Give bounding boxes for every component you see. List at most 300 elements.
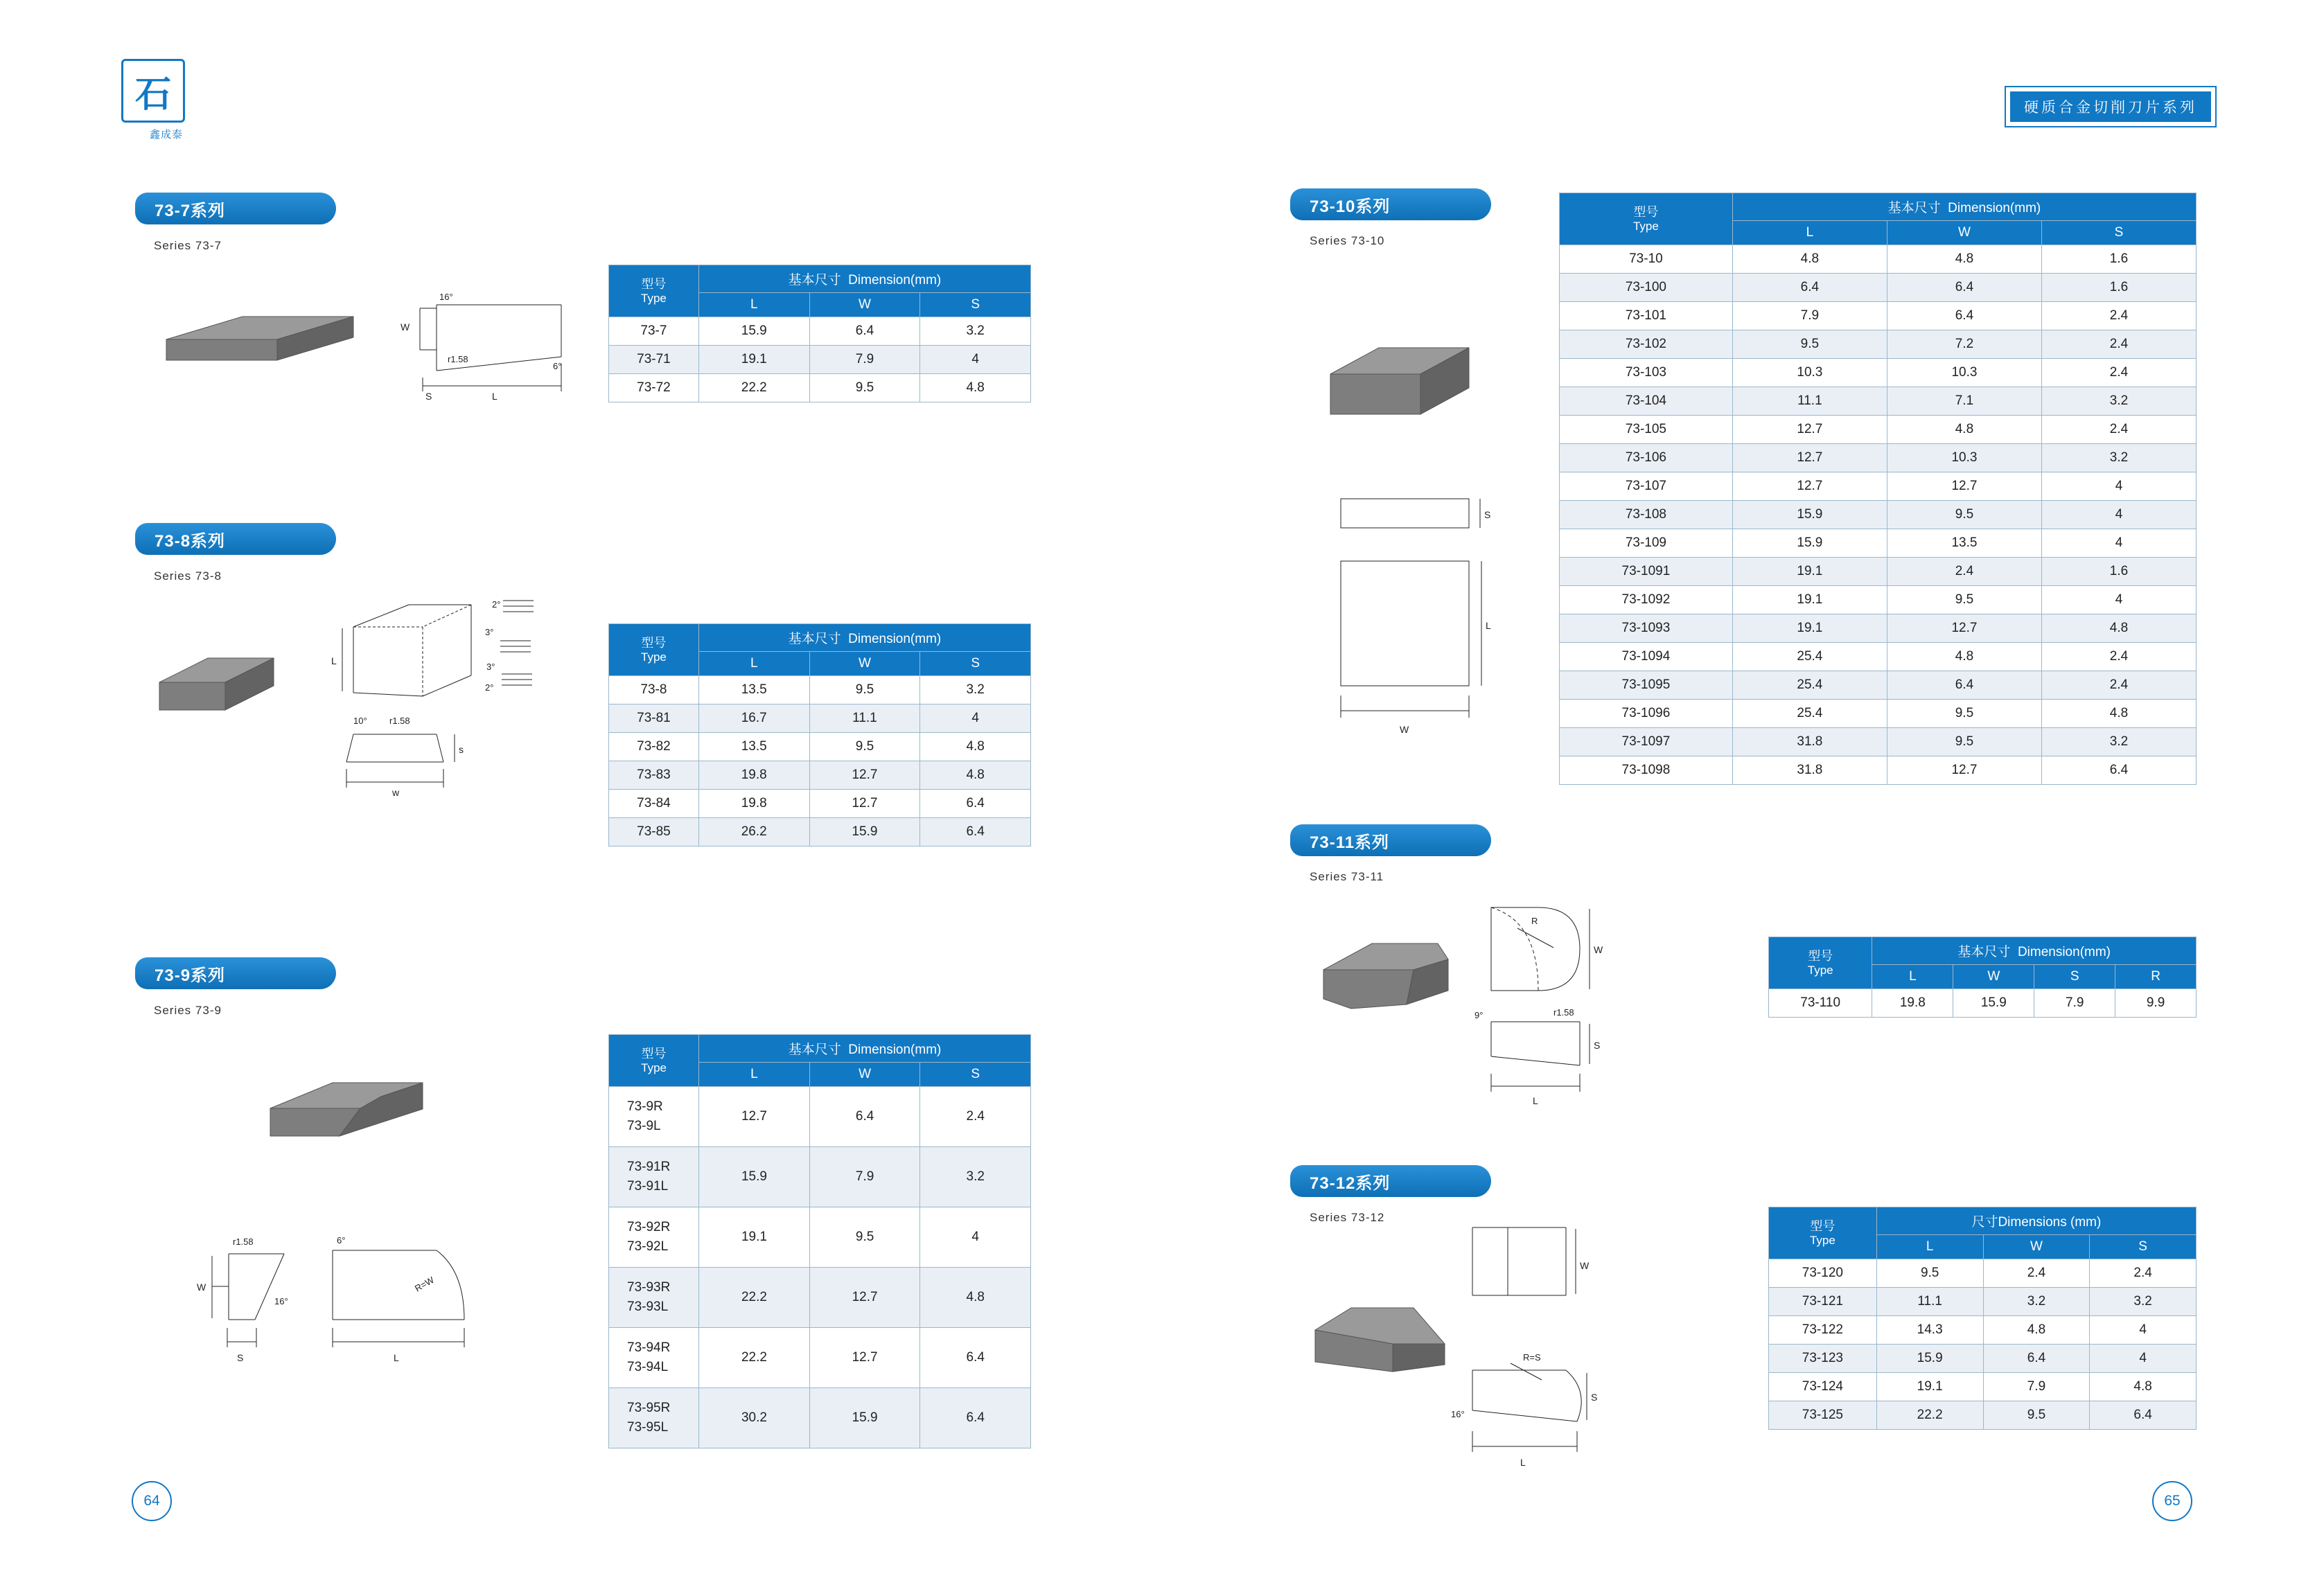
table-row [1560,671,2197,700]
cell-value: 4 [920,346,1031,374]
th-L-73-9: L [699,1063,810,1087]
cell-type: 73-8 [609,676,699,704]
cell-value: 4.8 [1887,416,2041,444]
cell-value: 13.5 [698,676,809,704]
cell-value: 6.4 [1887,302,2041,330]
th-S-73-8: S [920,652,1031,676]
svg-text:W: W [1580,1260,1590,1271]
section-sub-73-8: Series 73-8 [154,569,222,583]
cell-value: 6.4 [920,818,1031,846]
cell-value: 15.9 [1732,529,1887,558]
cell-type: 73-120 [1769,1259,1877,1288]
cell-value: 15.9 [699,1147,810,1207]
cell-type: 73-7 [609,317,699,346]
cell-value: 13.5 [1887,529,2041,558]
cell-value: 7.9 [1732,302,1887,330]
table-row [1560,359,2197,387]
table-row [609,761,1031,790]
svg-text:r1.58: r1.58 [448,354,468,364]
cell-value: 1.6 [2041,245,2196,274]
th-type-73-9: 型号 Type [609,1035,699,1087]
table-row [1560,529,2197,558]
cell-value: 3.2 [2041,387,2196,416]
table-row [1560,700,2197,728]
cell-type: 73-93R 73-93L [609,1268,699,1328]
cell-value: 19.1 [698,346,809,374]
svg-text:R=W: R=W [413,1274,436,1294]
cell-value: 3.2 [920,1147,1031,1207]
cell-type: 73-94R 73-94L [609,1328,699,1388]
cell-value: 10.3 [1887,444,2041,472]
svg-text:W: W [400,321,410,333]
th-W-73-10: W [1887,221,2041,245]
th-S-73-10: S [2041,221,2196,245]
svg-text:R: R [1531,916,1538,926]
svg-text:S: S [237,1352,244,1363]
table-row [609,790,1031,818]
cell-value: 4 [2041,501,2196,529]
cell-value: 4 [2041,472,2196,501]
cell-value: 9.5 [809,733,920,761]
cell-value: 22.2 [698,374,809,402]
cell-value: 12.7 [1887,756,2041,785]
cell-value: 2.4 [2041,643,2196,671]
cell-value: 30.2 [699,1388,810,1448]
table-73-8 [608,623,1031,846]
table-row [609,1147,1031,1207]
cell-value: 9.9 [2115,989,2197,1018]
cell-value: 4.8 [920,374,1031,402]
tbody-73-7 [609,317,1031,402]
tbody-73-11 [1769,989,2197,1018]
table-row [1769,989,2197,1018]
drawing-73-7 [146,287,631,412]
company-logo [121,59,211,139]
th-W-73-12: W [1983,1235,2090,1259]
cell-value: 2.4 [2041,416,2196,444]
svg-text:16°: 16° [1451,1409,1465,1419]
section-sub-73-11: Series 73-11 [1310,870,1384,883]
cell-value: 2.4 [2041,330,2196,359]
cell-value: 2.4 [920,1087,1031,1147]
cell-type: 73-83 [609,761,699,790]
table-row [1560,643,2197,671]
cell-value: 9.5 [1732,330,1887,359]
th-L-73-12: L [1876,1235,1983,1259]
cell-value: 4.8 [920,733,1031,761]
th-L-73-11: L [1872,965,1953,989]
table-row [1769,1345,2197,1373]
cell-value: 19.1 [699,1207,810,1268]
drawing-73-9 [173,1043,631,1403]
cell-type: 73-92R 73-92L [609,1207,699,1268]
cell-value: 1.6 [2041,274,2196,302]
cell-type: 73-91R 73-91L [609,1147,699,1207]
cell-type: 73-122 [1769,1316,1877,1345]
cell-value: 3.2 [920,317,1031,346]
svg-text:w: w [392,787,400,798]
cell-value: 11.1 [1732,387,1887,416]
cell-type: 73-104 [1560,387,1733,416]
table-row [1560,302,2197,330]
section-sub-73-10: Series 73-10 [1310,234,1385,247]
cell-value: 7.1 [1887,387,2041,416]
th-type-73-7: 型号 Type [609,265,699,317]
table-row [1560,245,2197,274]
cell-type: 73-109 [1560,529,1733,558]
table-row [1560,756,2197,785]
cell-value: 6.4 [1983,1345,2090,1373]
table-73-10 [1559,193,2197,785]
svg-text:3°: 3° [486,662,495,672]
table-row [609,818,1031,846]
cell-type: 73-110 [1769,989,1872,1018]
section-pill-73-11: 73-11系列 [1290,824,1491,856]
cell-value: 22.2 [1876,1401,1983,1430]
cell-value: 9.5 [1876,1259,1983,1288]
cell-value: 12.7 [809,1328,920,1388]
cell-value: 26.2 [698,818,809,846]
cell-type: 73-123 [1769,1345,1877,1373]
cell-value: 4 [2041,586,2196,614]
section-sub-73-9: Series 73-9 [154,1004,222,1017]
svg-text:S: S [1591,1392,1598,1403]
cell-value: 14.3 [1876,1316,1983,1345]
cell-type: 73-106 [1560,444,1733,472]
svg-text:6°: 6° [553,361,562,371]
table-row [609,1328,1031,1388]
section-pill-73-10: 73-10系列 [1290,188,1491,220]
table-row [1769,1373,2197,1401]
svg-text:r1.58: r1.58 [1553,1007,1574,1018]
svg-text:16°: 16° [274,1296,288,1306]
cell-value: 2.4 [2041,671,2196,700]
cell-type: 73-95R 73-95L [609,1388,699,1448]
cell-value: 2.4 [2041,359,2196,387]
cell-value: 6.4 [1732,274,1887,302]
cell-value: 3.2 [2041,728,2196,756]
table-row [1769,1316,2197,1345]
svg-text:2°: 2° [485,682,494,693]
cell-value: 2.4 [1983,1259,2090,1288]
cell-value: 12.7 [1732,444,1887,472]
cell-value: 7.9 [809,346,920,374]
th-type-73-11: 型号 Type [1769,937,1872,989]
cell-value: 9.5 [809,676,920,704]
table-row [1560,330,2197,359]
cell-value: 31.8 [1732,728,1887,756]
th-W-73-7: W [809,293,920,317]
table-row [1560,501,2197,529]
logo-glyph: 石 [134,75,171,115]
cell-value: 19.1 [1876,1373,1983,1401]
table-row [609,676,1031,704]
cell-type: 73-1096 [1560,700,1733,728]
cell-value: 3.2 [2090,1288,2197,1316]
cell-value: 7.9 [809,1147,920,1207]
table-row [1769,1401,2197,1430]
cell-value: 25.4 [1732,671,1887,700]
cell-value: 9.5 [1887,501,2041,529]
cell-value: 9.5 [1887,728,2041,756]
table-row [609,1388,1031,1448]
section-pill-73-7: 73-7系列 [135,193,336,224]
table-row [1560,728,2197,756]
table-row [609,374,1031,402]
svg-text:3°: 3° [485,627,494,637]
th-dim-73-7: 基本尺寸 Dimension(mm) [698,265,1030,293]
table-row [1560,274,2197,302]
cell-value: 1.6 [2041,558,2196,586]
cell-type: 73-1094 [1560,643,1733,671]
cell-value: 9.5 [1887,700,2041,728]
th-dim-73-10: 基本尺寸 Dimension(mm) [1732,193,2196,221]
tbody-73-8 [609,676,1031,846]
cell-type: 73-100 [1560,274,1733,302]
table-row [1560,558,2197,586]
cell-type: 73-82 [609,733,699,761]
cell-value: 4 [2090,1345,2197,1373]
page-number-left: 64 [132,1481,172,1521]
cell-type: 73-10 [1560,245,1733,274]
cell-value: 4.8 [1887,245,2041,274]
th-S-73-7: S [920,293,1031,317]
cell-type: 73-71 [609,346,699,374]
drawing-73-8 [146,592,631,807]
cell-type: 73-72 [609,374,699,402]
cell-value: 13.5 [698,733,809,761]
cell-value: 6.4 [2041,756,2196,785]
th-L-73-10: L [1732,221,1887,245]
cell-value: 15.9 [809,818,920,846]
svg-text:L: L [1533,1095,1538,1106]
header-banner: 硬质合金切削刀片系列 [2010,91,2211,122]
cell-value: 12.7 [809,761,920,790]
svg-text:W: W [1594,944,1603,955]
cell-value: 15.9 [1953,989,2034,1018]
cell-value: 25.4 [1732,643,1887,671]
cell-type: 73-102 [1560,330,1733,359]
th-type-73-12: 型号 Type [1769,1207,1877,1259]
cell-type: 73-1093 [1560,614,1733,643]
cell-value: 19.1 [1732,586,1887,614]
svg-text:L: L [1486,620,1491,631]
cell-type: 73-1095 [1560,671,1733,700]
cell-type: 73-1091 [1560,558,1733,586]
cell-value: 19.8 [698,790,809,818]
section-pill-73-12: 73-12系列 [1290,1165,1491,1197]
th-type-73-8: 型号 Type [609,624,699,676]
cell-value: 22.2 [699,1328,810,1388]
tbody-73-10 [1560,245,2197,785]
cell-value: 10.3 [1732,359,1887,387]
cell-value: 19.1 [1732,558,1887,586]
th-type-73-10: 型号 Type [1560,193,1733,245]
cell-type: 73-9R 73-9L [609,1087,699,1147]
svg-text:9°: 9° [1474,1010,1484,1020]
cell-value: 12.7 [1732,416,1887,444]
cell-value: 4 [2041,529,2196,558]
cell-type: 73-1092 [1560,586,1733,614]
tbody-73-9 [609,1087,1031,1448]
cell-value: 3.2 [1983,1288,2090,1316]
svg-text:r1.58: r1.58 [233,1236,254,1247]
drawing-73-11 [1310,880,1739,1108]
cell-value: 6.4 [920,1328,1031,1388]
th-W-73-8: W [809,652,920,676]
section-sub-73-12: Series 73-12 [1310,1211,1385,1224]
cell-value: 9.5 [1887,586,2041,614]
cell-value: 3.2 [920,676,1031,704]
svg-text:s: s [459,744,464,755]
table-73-7 [608,265,1031,402]
table-row [609,704,1031,733]
table-row [1769,1288,2197,1316]
table-row [1560,444,2197,472]
cell-value: 9.5 [809,1207,920,1268]
table-row [1769,1259,2197,1288]
cell-type: 73-107 [1560,472,1733,501]
th-dim-73-8: 基本尺寸 Dimension(mm) [698,624,1030,652]
cell-value: 6.4 [809,1087,920,1147]
cell-value: 9.5 [1983,1401,2090,1430]
cell-value: 4.8 [920,761,1031,790]
cell-value: 7.9 [2034,989,2115,1018]
cell-value: 12.7 [809,790,920,818]
th-S-73-9: S [920,1063,1031,1087]
table-row [609,733,1031,761]
table-row [609,1268,1031,1328]
cell-type: 73-1098 [1560,756,1733,785]
cell-value: 4 [920,704,1031,733]
cell-value: 6.4 [920,1388,1031,1448]
table-row [609,317,1031,346]
cell-type: 73-1097 [1560,728,1733,756]
cell-value: 4.8 [2041,700,2196,728]
svg-text:6°: 6° [337,1235,346,1245]
svg-text:16°: 16° [439,292,453,302]
table-row [1560,387,2197,416]
table-73-11 [1768,937,2197,1018]
th-W-73-11: W [1953,965,2034,989]
section-pill-73-8: 73-8系列 [135,523,336,555]
cell-type: 73-108 [1560,501,1733,529]
tbody-73-12 [1769,1259,2197,1430]
cell-value: 25.4 [1732,700,1887,728]
cell-value: 12.7 [1887,614,2041,643]
cell-value: 22.2 [699,1268,810,1328]
cell-value: 19.8 [698,761,809,790]
cell-value: 4 [2090,1316,2197,1345]
cell-type: 73-124 [1769,1373,1877,1401]
header-banner-frame [2005,86,2217,127]
cell-value: 11.1 [1876,1288,1983,1316]
svg-text:2°: 2° [492,599,501,610]
cell-value: 4.8 [1887,643,2041,671]
svg-text:R=S: R=S [1523,1352,1541,1363]
th-R-73-11: R [2115,965,2197,989]
section-pill-73-9: 73-9系列 [135,957,336,989]
cell-value: 9.5 [809,374,920,402]
cell-value: 15.9 [698,317,809,346]
svg-text:W: W [197,1282,206,1293]
cell-value: 2.4 [1887,558,2041,586]
cell-value: 6.4 [809,317,920,346]
cell-value: 4.8 [2090,1373,2197,1401]
svg-text:L: L [394,1352,399,1363]
cell-value: 19.1 [1732,614,1887,643]
cell-type: 73-84 [609,790,699,818]
logo-company-name: 鑫成泰 [149,129,183,141]
cell-value: 4 [920,1207,1031,1268]
cell-value: 12.7 [699,1087,810,1147]
th-S-73-11: S [2034,965,2115,989]
cell-type: 73-81 [609,704,699,733]
cell-value: 6.4 [2090,1401,2197,1430]
svg-text:S: S [1594,1040,1601,1051]
table-row [1560,416,2197,444]
table-row [609,1207,1031,1268]
svg-text:S: S [1484,509,1491,520]
svg-text:L: L [1520,1457,1526,1468]
cell-value: 2.4 [2041,302,2196,330]
cell-value: 7.2 [1887,330,2041,359]
table-row [1560,586,2197,614]
th-W-73-9: W [809,1063,920,1087]
cell-value: 10.3 [1887,359,2041,387]
cell-type: 73-85 [609,818,699,846]
logo-icon [121,59,185,123]
th-L-73-7: L [698,293,809,317]
cell-type: 73-105 [1560,416,1733,444]
svg-text:r1.58: r1.58 [389,716,410,726]
th-L-73-8: L [698,652,809,676]
cell-value: 19.8 [1872,989,1953,1018]
svg-text:L: L [492,391,498,402]
cell-value: 4.8 [1732,245,1887,274]
svg-text:10°: 10° [353,716,367,726]
section-sub-73-7: Series 73-7 [154,239,222,252]
cell-value: 4.8 [2041,614,2196,643]
drawing-73-12 [1303,1205,1732,1496]
th-dim-73-12: 尺寸Dimensions (mm) [1876,1207,2196,1235]
cell-value: 4.8 [1983,1316,2090,1345]
cell-value: 11.1 [809,704,920,733]
table-row [1560,614,2197,643]
drawing-73-10 [1317,333,1552,762]
table-row [609,1087,1031,1147]
cell-value: 6.4 [920,790,1031,818]
table-73-9 [608,1034,1031,1448]
th-S-73-12: S [2090,1235,2197,1259]
cell-value: 12.7 [1732,472,1887,501]
cell-value: 3.2 [2041,444,2196,472]
cell-value: 16.7 [698,704,809,733]
svg-text:W: W [1400,724,1409,735]
cell-type: 73-101 [1560,302,1733,330]
table-73-12 [1768,1207,2197,1430]
cell-value: 6.4 [1887,671,2041,700]
cell-value: 4.8 [920,1268,1031,1328]
page-number-right: 65 [2152,1481,2192,1521]
th-dim-73-9: 基本尺寸 Dimension(mm) [699,1035,1031,1063]
cell-value: 15.9 [1876,1345,1983,1373]
cell-value: 6.4 [1887,274,2041,302]
table-row [609,346,1031,374]
cell-value: 12.7 [1887,472,2041,501]
cell-type: 73-121 [1769,1288,1877,1316]
cell-value: 2.4 [2090,1259,2197,1288]
